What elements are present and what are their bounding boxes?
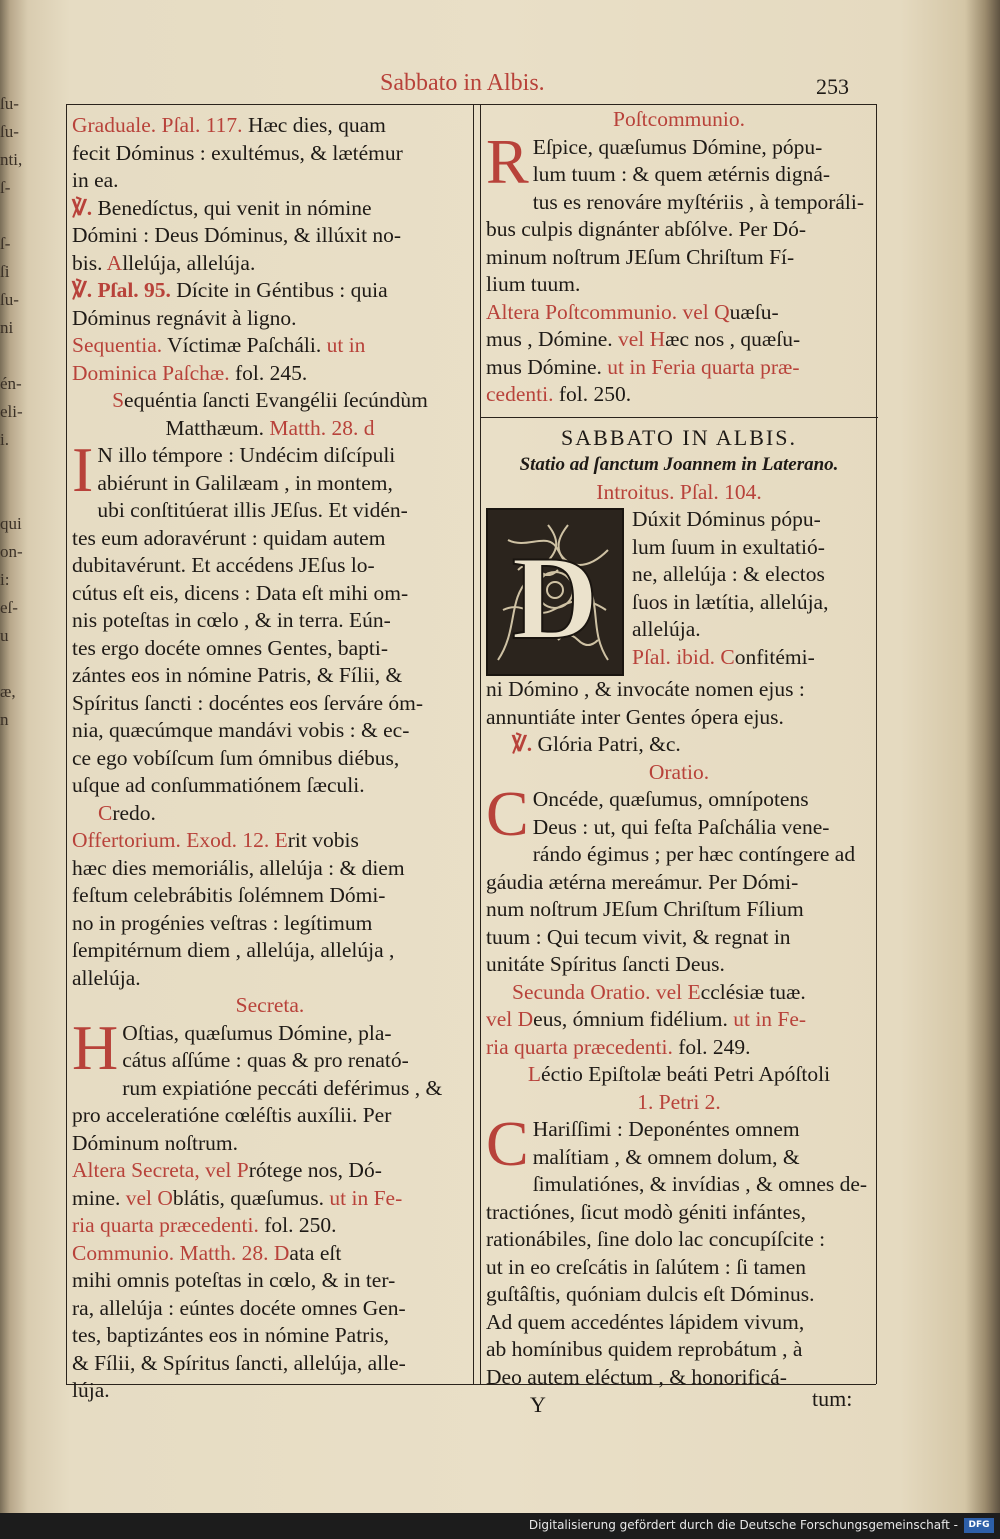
text-run: mihi omnis poteſtas in cœlo, & in ter- [72, 1268, 396, 1292]
text-line: ſuos in lætítia, allelúja, [632, 589, 829, 614]
text-line [72, 635, 468, 663]
rubric-text: ut in Fe- [329, 1185, 403, 1210]
rubric-text: Introitus. Pſal. 104. [596, 479, 762, 504]
text-line [486, 731, 872, 759]
previous-page-fragment: ſ- [0, 234, 11, 253]
text-run: in ea. [72, 168, 119, 192]
text-run: nia, quæcúmque mandávi vobis : & ec- [72, 718, 410, 742]
text-line: lum ſuum in exultatió- [632, 534, 825, 559]
text-run: Eſpice, quæſumus Dómine, pópu- [532, 134, 823, 159]
text-line [486, 814, 872, 842]
introit-text [486, 506, 872, 644]
text-run: lium tuum. [486, 272, 581, 296]
previous-page-fragment: n [0, 710, 9, 729]
text-run: ni Dómino , & invocáte nomen ejus : [486, 677, 805, 701]
text-run: rótege nos, Dó- [248, 1158, 382, 1182]
previous-page-fragment [0, 202, 26, 230]
catchword: tum: [812, 1386, 853, 1411]
text-run: Matthæum. [165, 415, 270, 440]
text-run: uæſu- [729, 299, 779, 324]
text-line [72, 525, 468, 553]
text-run: tractiónes, ſicut modò géniti infántes, [486, 1199, 807, 1224]
text-line [486, 979, 872, 1007]
text-run: ce ego vobíſcum ſum ómnibus diébus, [72, 745, 400, 770]
text-run: tes, baptizántes eos in nómine Patris, [72, 1323, 390, 1347]
text-run: minum noſtrum JEſum Chriſtum Fí- [486, 244, 795, 269]
text-run: ſempitérnum diem , allelúja, allelúja , [72, 938, 395, 962]
text-run: bus culpis dignánter abſólve. Per Dó- [486, 217, 807, 241]
previous-page-fragment [0, 482, 26, 510]
previous-page-fragment [0, 650, 26, 678]
text-run: tus es renováre myſtériis , à temporáli- [532, 189, 865, 214]
rubric-text: Sequentia. [72, 333, 168, 357]
text-line [486, 951, 872, 979]
text-run: nis poteſtas in cœlo , & in terra. Eún- [72, 608, 391, 632]
text-run: llelúja, allelúja. [122, 250, 256, 275]
rubric-text: Altera Poſtcommunio. vel [486, 299, 715, 324]
text-line [72, 910, 468, 938]
text-line [486, 1281, 872, 1309]
text-line [72, 937, 468, 965]
text-run: fol. 245. [235, 360, 308, 385]
rubric-text: E [274, 828, 288, 852]
text-line [72, 1157, 468, 1185]
text-line [486, 381, 872, 409]
previous-page-fragment: i: [0, 570, 10, 589]
text-run: zántes eos in nómine Patris, & Fílii, & [72, 663, 403, 687]
text-line [486, 676, 872, 704]
text-line [72, 745, 468, 773]
text-run: tes eum adoravérunt : quidam autem [72, 525, 386, 550]
text-line [486, 1309, 872, 1337]
rubric-text: C [720, 644, 735, 669]
text-line [486, 354, 872, 382]
text-run: mus Dómine. [486, 354, 608, 379]
text-run: annuntiáte inter Gentes ópera ejus. [486, 704, 784, 729]
text-run: Ad quem accedéntes lápidem vivum, [486, 1309, 805, 1334]
text-line [72, 992, 468, 1020]
previous-page-fragment: ſi [0, 262, 10, 281]
text-run: pro acceleratióne cœléſtis auxílii. Per [72, 1103, 392, 1127]
text-run: hæc dies memoriális, allelúja : & diem [72, 855, 405, 880]
text-run: Benedíctus, qui venit in nómine [97, 195, 372, 220]
versicle-mark: ℣. [512, 732, 538, 756]
previous-page-fragment: ſu- [0, 94, 19, 113]
rubric-text: D [273, 1240, 290, 1265]
text-run: ra, allelúja : eúntes docéte omnes Gen- [72, 1295, 406, 1320]
text-line [72, 882, 468, 910]
text-run: fol. 249. [678, 1034, 751, 1059]
text-line: Dúxit Dóminus pópu- [632, 507, 821, 531]
footer-credit: Digitalisierung gefördert durch die Deutsche Forschungsgemeinschaft - [528, 1518, 958, 1532]
text-run: bis. [72, 250, 107, 275]
text-run: lúja. [72, 1378, 110, 1402]
text-line [486, 299, 872, 327]
feast-title: SABBATO IN ALBIS. [561, 424, 797, 450]
text-line [486, 869, 872, 897]
text-line [486, 896, 872, 924]
text-run: Víctimæ Paſcháli. [167, 333, 327, 357]
rubric-text: ut in Fe- [733, 1007, 807, 1031]
text-line [486, 704, 872, 732]
text-run: ſimulatiónes, & invídias , & omnes de- [532, 1172, 868, 1196]
text-line [486, 1336, 872, 1364]
text-run: cútus eſt eis, dicens : Data eſt mihi om- [72, 580, 409, 605]
text-line [72, 1350, 468, 1378]
text-run: rit vobis [287, 828, 359, 852]
text-run: fecit Dóminus : exultémus, & lætémur [72, 140, 403, 165]
drop-capital: C [486, 1108, 529, 1179]
dfg-logo-icon: DFG [964, 1518, 994, 1533]
text-run: & Fílii, & Spíritus ſancti, allelúja, alle- [72, 1350, 406, 1375]
text-run: Dóminus regnávit à ligno. [72, 305, 297, 330]
drop-capital: C [486, 778, 529, 849]
frame-rule-right [876, 104, 877, 1384]
rubric-text: Oratio. [648, 759, 710, 784]
text-line [486, 1226, 872, 1254]
text-line [486, 1061, 872, 1089]
text-line [72, 1185, 468, 1213]
text-run: Spíritus ſancti : docéntes eos ſerváre óm- [72, 690, 424, 715]
text-run: Dómini : Deus Dóminus, & illúxit no- [72, 223, 402, 247]
text-run: mus , Dómine. [486, 327, 618, 351]
text-run: tes ergo docéte omnes Gentes, bapti- [72, 635, 389, 660]
text-run: rationábiles, ſine dolo lac concupíſcite : [486, 1227, 826, 1251]
previous-page-fragment [0, 454, 26, 482]
text-run: Hariſſimi : Deponéntes omnem [532, 1117, 800, 1141]
text-run: guſtâſtis, quóniam dulcis eſt Dóminus. [486, 1282, 815, 1306]
text-run: unitáte Spíritus ſancti Deus. [486, 952, 725, 976]
text-line [72, 1240, 468, 1268]
text-line [72, 607, 468, 635]
previous-page-fragment [0, 342, 26, 370]
text-run: rándo égimus ; per hæc contíngere ad [532, 842, 856, 866]
postcommunion-section [486, 106, 872, 409]
previous-page-fragment: u [0, 626, 9, 645]
introit-heading [486, 479, 872, 507]
text-line [72, 855, 468, 883]
text-line [72, 305, 468, 333]
text-line [72, 1295, 468, 1323]
text-line [72, 360, 468, 388]
rubric-text: Q [714, 299, 730, 324]
text-line [72, 415, 468, 443]
rubric-text: Communio. Matth. 28. [72, 1240, 274, 1265]
svg-text:D: D [511, 531, 599, 664]
text-run: allelúja. [72, 965, 141, 990]
text-run: cátus aſſúme : quas & pro renató- [122, 1048, 409, 1072]
text-line [72, 140, 468, 168]
rubric-text: Matth. 28. d [269, 415, 375, 440]
column-rule [480, 104, 481, 1384]
previous-page-fragment: ni [0, 318, 14, 337]
column-rule [473, 104, 474, 1384]
text-line [72, 690, 468, 718]
text-line [72, 965, 468, 993]
previous-page-fragment: eli- [0, 402, 23, 421]
frame-rule-left [66, 104, 67, 1384]
text-line [486, 106, 872, 134]
text-run: mine. [72, 1185, 126, 1210]
text-run: malítiam , & omnem dolum, & [532, 1144, 800, 1169]
text-run: æc nos , quæſu- [665, 327, 801, 351]
rubric-text: E [687, 979, 701, 1004]
right-column [486, 106, 872, 1391]
rubric-text: vel H [617, 327, 666, 351]
text-line [72, 1075, 468, 1103]
running-head: Sabbato in Albis. [380, 70, 545, 96]
previous-page-fragment: eſ- [0, 598, 18, 617]
text-run: uſque ad conſummatiónem ſæculi. [72, 773, 365, 797]
text-line [72, 195, 468, 223]
text-line [72, 800, 468, 828]
rubric-text: ria quarta præcedenti. [72, 1213, 265, 1237]
rubric-text: L [527, 1062, 542, 1086]
text-run: ut in eo creſcátis in ſalútem : ſi tamen [486, 1254, 807, 1279]
text-run: Glória Patri, &c. [537, 732, 681, 756]
text-line [72, 167, 468, 195]
text-line [72, 827, 468, 855]
text-line [72, 580, 468, 608]
previous-page-fragment: on- [0, 542, 23, 561]
text-run: Deus : ut, qui feſta Paſchália vene- [532, 814, 830, 839]
rubric-text: C [98, 800, 113, 825]
text-line [72, 1377, 468, 1405]
left-column [72, 112, 468, 1405]
text-line [72, 662, 468, 690]
text-line [486, 1089, 872, 1117]
rubric-text: ria quarta præcedenti. [486, 1034, 679, 1059]
text-run: tuum : Qui tecum vivit, & regnat in [486, 924, 791, 949]
text-line [486, 1254, 872, 1282]
previous-page-edge [0, 90, 26, 1390]
text-line [72, 497, 468, 525]
rubric-text: ut in [326, 333, 366, 357]
text-line [486, 841, 872, 869]
text-line [72, 1322, 468, 1350]
text-line [486, 924, 872, 952]
introit-block [486, 506, 872, 676]
text-line [486, 759, 872, 787]
versicle-mark: ℣. Pſal. 95. [72, 278, 177, 302]
rubric-text: vel D [486, 1007, 534, 1031]
rubric-text: P [236, 1158, 249, 1182]
versicle-mark: ℣. [72, 195, 98, 220]
text-line [72, 387, 468, 415]
rubric-text: Graduale. Pſal. 117. [72, 113, 248, 137]
rubric-text: Secunda Oratio. vel [512, 979, 688, 1004]
statio-line: Statio ad ſanctum Joannem in Laterano. [519, 454, 839, 475]
text-run: éctio Epiſtolæ beáti Petri Apóſtoli [541, 1062, 831, 1086]
text-run: ubi conſtitúerat illis JEſus. Et vidén- [97, 498, 408, 522]
text-run: redo. [112, 800, 156, 825]
text-line [72, 1102, 468, 1130]
text-run: ata eſt [289, 1240, 342, 1265]
digitization-footer [0, 1513, 1000, 1539]
text-run: gáudia ætérna mereámur. Per Dómi- [486, 869, 799, 894]
rubric-text: Secreta. [235, 993, 305, 1017]
text-run: onfitémi- [734, 644, 815, 669]
text-run: ab homínibus quidem reprobátum , à [486, 1337, 803, 1361]
rubric-text: A [106, 250, 123, 275]
text-line [72, 1047, 468, 1075]
text-line [72, 222, 468, 250]
drop-capital: H [72, 1011, 119, 1083]
text-line [72, 1267, 468, 1295]
rubric-text: Altera Secreta, vel [72, 1158, 237, 1182]
text-line [72, 772, 468, 800]
text-line [72, 250, 468, 278]
text-run: Dóminum noſtrum. [72, 1130, 239, 1155]
previous-page-fragment: ſ- [0, 178, 11, 197]
text-run: lum tuum : & quem ætérnis digná- [532, 162, 831, 186]
text-line [72, 470, 468, 498]
text-run: abiérunt in Galilæam , in montem, [97, 470, 393, 495]
previous-page-fragment: ſu- [0, 290, 19, 309]
rubric-text: Pſal. ibid. [632, 644, 721, 669]
text-line [72, 1212, 468, 1240]
text-run: feſtum celebrábitis ſolémnem Dómi- [72, 883, 386, 907]
rubric-text: Dominica Paſchæ. [72, 360, 236, 385]
rubric-text: Poſtcommunio. [613, 107, 745, 131]
oratio-and-epistle [486, 676, 872, 1391]
drop-capital: I [72, 434, 94, 505]
text-run: blátis, quæſumus. [172, 1185, 330, 1210]
text-line [486, 1144, 872, 1172]
previous-page-fragment: æ, [0, 682, 16, 701]
previous-page-fragment: én- [0, 374, 22, 393]
previous-page-fragment: ſu- [0, 122, 19, 141]
text-run: cclésiæ tuæ. [700, 979, 806, 1004]
text-run: rum expiatióne peccáti deférimus , & [122, 1075, 443, 1100]
drop-capital: R [486, 125, 529, 197]
text-run: dubitavérunt. Et accédens JEſus lo- [72, 553, 375, 577]
rubric-text: vel O [125, 1185, 173, 1210]
rubric-text: S [112, 388, 125, 412]
text-run: Hæc dies, quam [247, 113, 386, 137]
text-run: no in progénies veſtras : legítimum [72, 910, 373, 935]
page-number: 253 [816, 74, 849, 99]
text-line [486, 1199, 872, 1227]
text-line: ne, allelúja : & electos [632, 562, 825, 586]
text-line [486, 216, 872, 244]
rubric-text: ut in Feria quarta præ- [607, 354, 800, 379]
text-line [486, 161, 872, 189]
introit-psalm-line [486, 644, 872, 672]
rubric-text: cedenti. [486, 382, 559, 406]
text-line [486, 1006, 872, 1034]
text-run: Dícite in Géntibus : quia [176, 278, 388, 302]
previous-page-fragment: qui [0, 514, 22, 533]
section-divider [480, 417, 878, 418]
text-line [72, 1130, 468, 1158]
rubric-text: Offertorium. Exod. 12. [72, 828, 275, 852]
text-line [72, 112, 468, 140]
text-run: Oſtias, quæſumus Dómine, pla- [122, 1020, 392, 1045]
text-line: allelúja. [632, 617, 701, 641]
text-line [72, 332, 468, 360]
text-line [72, 277, 468, 305]
signature-mark: Y [530, 1392, 546, 1417]
text-line [486, 189, 872, 217]
text-run: fol. 250. [558, 382, 632, 406]
text-line [72, 717, 468, 745]
text-run: equéntia ſancti Evangélii ſecúndùm [124, 388, 428, 412]
rubric-text: 1. Petri 2. [637, 1089, 721, 1114]
text-line [72, 552, 468, 580]
text-line [486, 271, 872, 299]
text-line [486, 1034, 872, 1062]
text-line [486, 1171, 872, 1199]
text-run: N illo témpore : Undécim diſcípuli [97, 443, 396, 467]
text-run: fol. 250. [264, 1213, 337, 1237]
text-line [486, 244, 872, 272]
text-run: num noſtrum JEſum Chriſtum Fílium [486, 897, 804, 921]
frame-rule-top [66, 104, 876, 105]
text-run: Oncéde, quæſumus, omnípotens [532, 787, 809, 811]
text-run: Deo autem eléctum , & honorificá- [486, 1364, 787, 1389]
text-line [486, 326, 872, 354]
previous-page-fragment: nti, [0, 150, 23, 169]
previous-page-fragment: i. [0, 430, 9, 449]
text-run: eus, ómnium fidélium. [533, 1007, 734, 1031]
